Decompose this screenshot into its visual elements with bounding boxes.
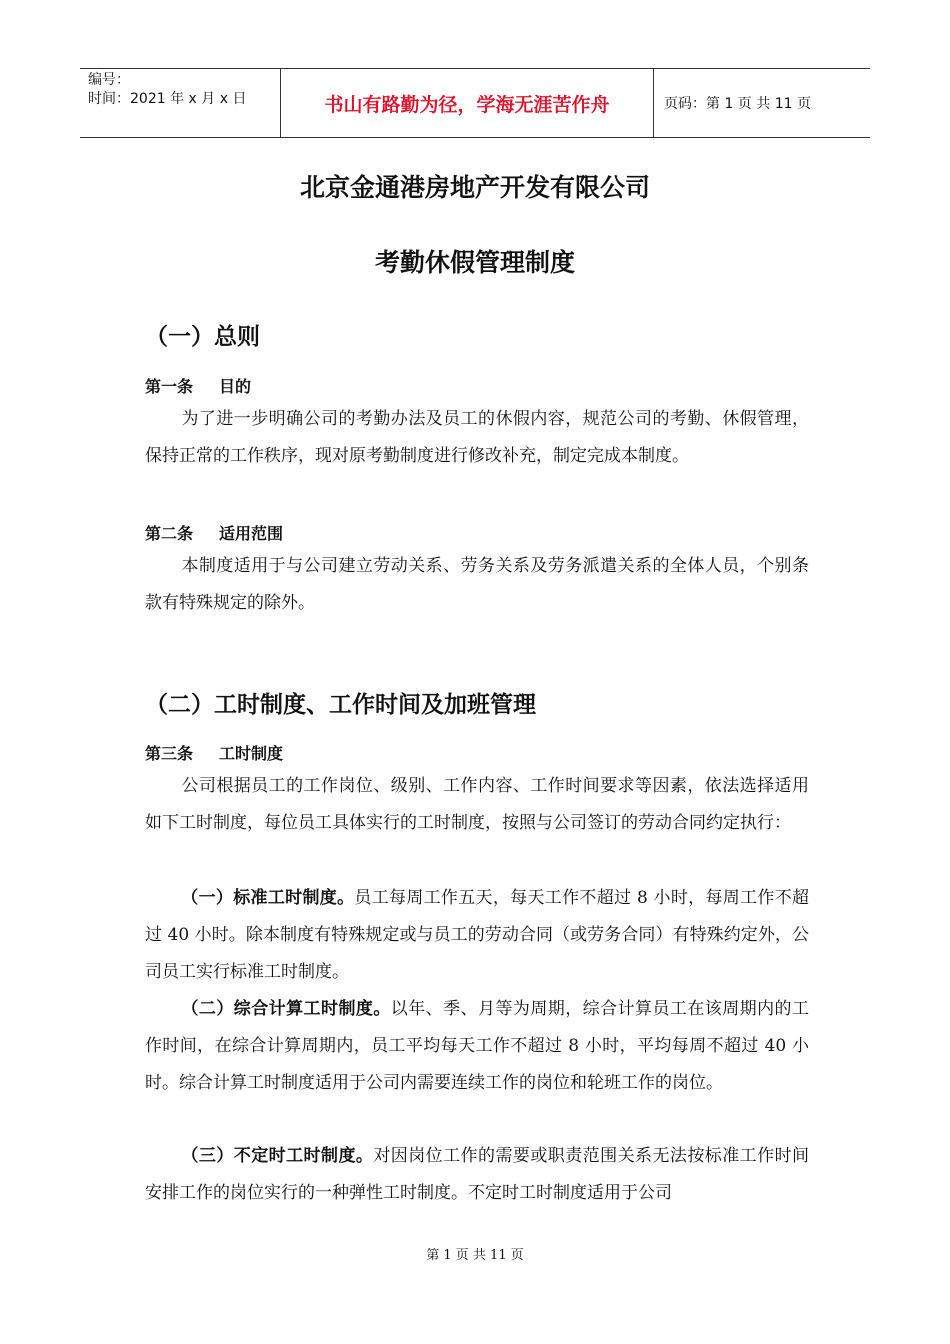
- article-text: 本制度适用于与公司建立劳动关系、劳务关系及劳务派遣关系的全体人员，个别条款有特殊规定的除外。: [145, 556, 809, 613]
- article-body: [145, 401, 809, 475]
- article-heading: [145, 521, 283, 544]
- item-label: （三）不定时工时制度。: [181, 1146, 374, 1166]
- header-motto: 书山有路勤为径，学海无涯苦作舟: [281, 69, 654, 137]
- list-item: [145, 880, 809, 991]
- article-heading: [145, 374, 251, 397]
- article-body: [145, 768, 809, 842]
- item-text: 员工每周工作五天，每天工作不超过 8 小时，每周工作不超过 40 小时。除本制度有特殊规定或与员工的劳动合同（或劳务合同）有特殊约定外，公司员工实行标准工时制度。: [145, 888, 810, 982]
- item-text: 以年、季、月等为周期，综合计算员工在该周期内的工作时间，在综合计算周期内，员工平均每天工作不超过 8 小时，平均每周不超过 40 小时。综合计算工时制度适用于公司内需要连续工作的岗位和轮班工作的岗位。: [145, 999, 810, 1093]
- article-text: 公司根据员工的工作岗位、级别、工作内容、工作时间要求等因素，依法选择适用如下工时制度，每位员工具体实行的工时制度，按照与公司签订的劳动合同约定执行：: [145, 776, 809, 833]
- header-page-info: 页码：第 1 页 共 11 页: [664, 96, 811, 112]
- date-label: 时间：2021 年 x 月 x 日: [88, 91, 247, 107]
- section-heading-general: （一）总则: [145, 324, 260, 350]
- company-title: 北京金通港房地产开发有限公司: [299, 173, 650, 202]
- article-name: 适用范围: [219, 524, 284, 543]
- item-label: （二）综合计算工时制度。: [181, 999, 391, 1019]
- article-number: 第一条: [145, 377, 194, 396]
- article-text: 为了进一步明确公司的考勤办法及员工的休假内容，规范公司的考勤、休假管理，保持正常的工作秩序，现对原考勤制度进行修改补充，制定完成本制度。: [145, 409, 809, 466]
- article-body: [145, 548, 809, 622]
- article-number: 第二条: [145, 524, 194, 543]
- number-label: 编号：: [88, 72, 130, 88]
- article-name: 目的: [219, 377, 252, 396]
- list-item: [145, 991, 809, 1102]
- page-footer: 第 1 页 共 11 页: [426, 1248, 524, 1263]
- item-label: （一）标准工时制度。: [181, 888, 355, 908]
- document-title: 考勤休假管理制度: [374, 248, 575, 277]
- article-heading: [145, 741, 283, 764]
- page-header: [80, 68, 870, 138]
- header-meta: [80, 69, 281, 137]
- article-name: 工时制度: [219, 744, 284, 763]
- list-item: [145, 1138, 809, 1212]
- item-text: 对因岗位工作的需要或职责范围关系无法按标准工作时间安排工作的岗位实行的一种弹性工时制度。不定时工时制度适用于公司: [145, 1146, 810, 1203]
- article-number: 第三条: [145, 744, 194, 763]
- section-heading-working-hours: （二）工时制度、工作时间及加班管理: [145, 692, 536, 718]
